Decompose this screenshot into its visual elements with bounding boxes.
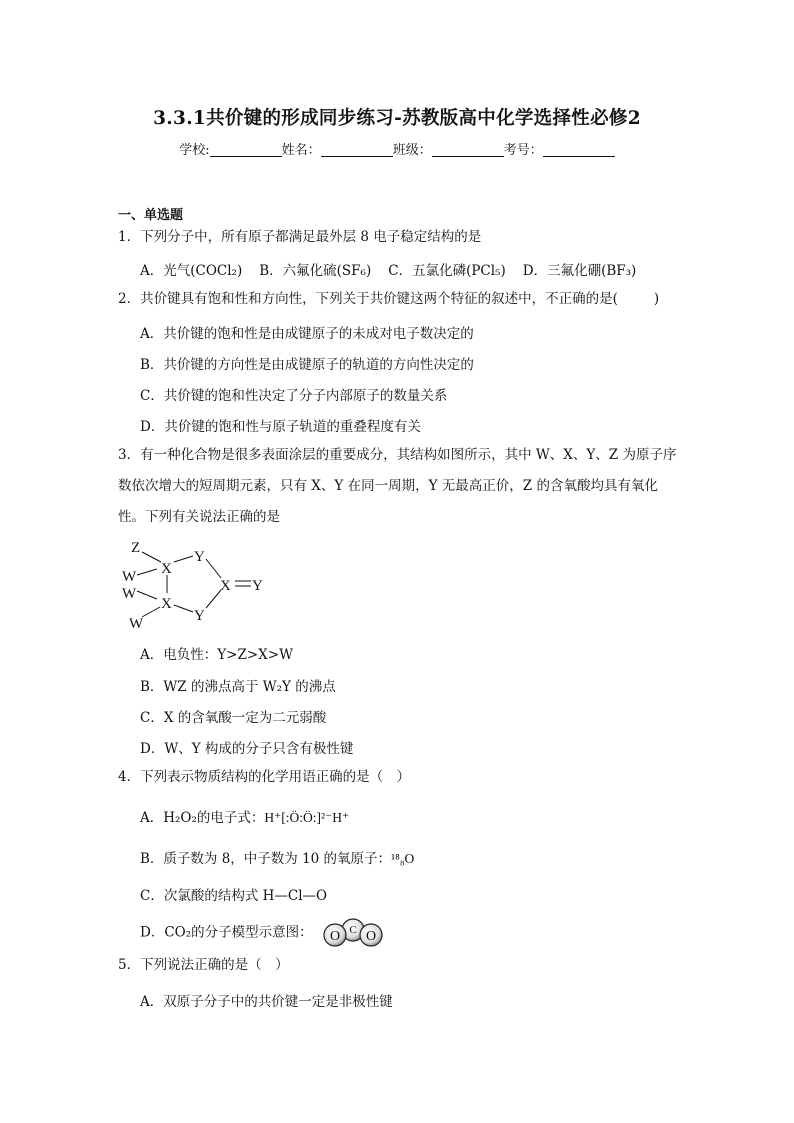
q2-option-b: B．共价键的方向性是由成键原子的轨道的方向性决定的 [140,357,474,373]
q4-option-a-label: A．H₂O₂的电子式： [140,810,265,826]
q3-option-b: B．WZ 的沸点高于 W₂Y 的沸点 [140,679,336,695]
q2-stem-end: ) [653,291,660,307]
atom-z: Z [131,540,141,556]
q2-stem-text: 2．共价键具有饱和性和方向性，下列关于共价键这两个特征的叙述中，不正确的是( [118,291,618,307]
question-1-options [140,259,653,279]
q2-option-a: A．共价键的饱和性是由成键原子的未成对电子数决定的 [140,326,474,342]
question-3-stem: 3．有一种化合物是很多表面涂层的重要成分，其结构如图所示，其中 W、X、Y、Z 为原子序数依次增大的短周期元素，只有 X、Y 在同一周期，Y 无最高正价，Z 的含氧酸均具有氧化性。下列有关说法正确的是 [118,447,677,525]
q3-option-a: A．电负性：Y>Z>X>W [140,647,293,663]
atom-x-upper: X [161,561,172,577]
molecular-structure-diagram [118,535,278,635]
school-blank[interactable] [210,142,282,157]
section-heading: 一、单选题 [118,208,184,223]
q4-option-b [140,847,414,867]
name-blank[interactable] [321,142,393,157]
q5-option-a: A．双原子分子中的共价键一定是非极性键 [140,994,393,1010]
q4-option-d [140,918,385,948]
model-atom-o-left: O [329,929,340,944]
atom-y-upper: Y [194,549,205,565]
q1-option-d: D．三氟化硼(BF₃) [522,263,637,279]
atom-w-2: W [122,586,137,602]
question-5-stem: 5．下列说法正确的是（ ） [118,957,289,973]
atom-x-right: X [220,578,231,594]
class-blank[interactable] [432,142,504,157]
atom-w-3: W [129,616,144,632]
q1-option-b: B．六氟化硫(SF₆) [259,263,372,279]
q4-option-a [140,806,349,826]
atom-y-terminal: Y [252,578,263,594]
h2o2-electron-formula: H⁺[:Ö:Ö:]²⁻H⁺ [264,810,350,825]
co2-molecule-model [321,918,385,948]
q2-option-d: D．共价键的饱和性与原子轨道的重叠程度有关 [140,419,421,435]
model-atom-o-right: O [365,929,376,944]
q4-option-d-label: D．CO₂的分子模型示意图： [140,924,313,941]
class-label: 班级： [392,143,432,158]
question-4-stem: 4．下列表示物质结构的化学用语正确的是（ ） [118,769,411,785]
atom-y-lower: Y [194,608,205,624]
q1-option-c: C．五氯化磷(PCl₅) [388,263,506,279]
page-title: 3.3.1共价键的形成同步练习-苏教版高中化学选择性必修2 [153,108,641,129]
atom-w-1: W [122,569,137,585]
student-info-line [0,139,794,158]
question-1-stem: 1．下列分子中，所有原子都满足最外层 8 电子稳定结构的是 [118,229,482,245]
exam-no-blank[interactable] [543,142,615,157]
model-atom-c: C [349,924,357,936]
name-label: 姓名： [281,143,321,158]
q2-option-c: C．共价键的饱和性决定了分子内部原子的数量关系 [140,388,448,404]
q4-option-b-label: B．质子数为 8，中子数为 10 的氧原子： [140,851,392,867]
question-2-stem [118,284,659,315]
atom-x-lower: X [161,596,172,612]
oxygen-isotope-symbol: ¹⁸₈O [391,851,415,866]
q1-option-a: A．光气(COCl₂) [140,263,243,279]
school-label: 学校: [179,143,210,158]
q3-option-d: D．W、Y 构成的分子只含有极性键 [140,741,354,757]
q4-option-c: C．次氯酸的结构式 H—Cl—O [140,888,328,904]
q3-option-c: C．X 的含氧酸一定为二元弱酸 [140,710,327,726]
exam-no-label: 考号： [503,143,543,158]
